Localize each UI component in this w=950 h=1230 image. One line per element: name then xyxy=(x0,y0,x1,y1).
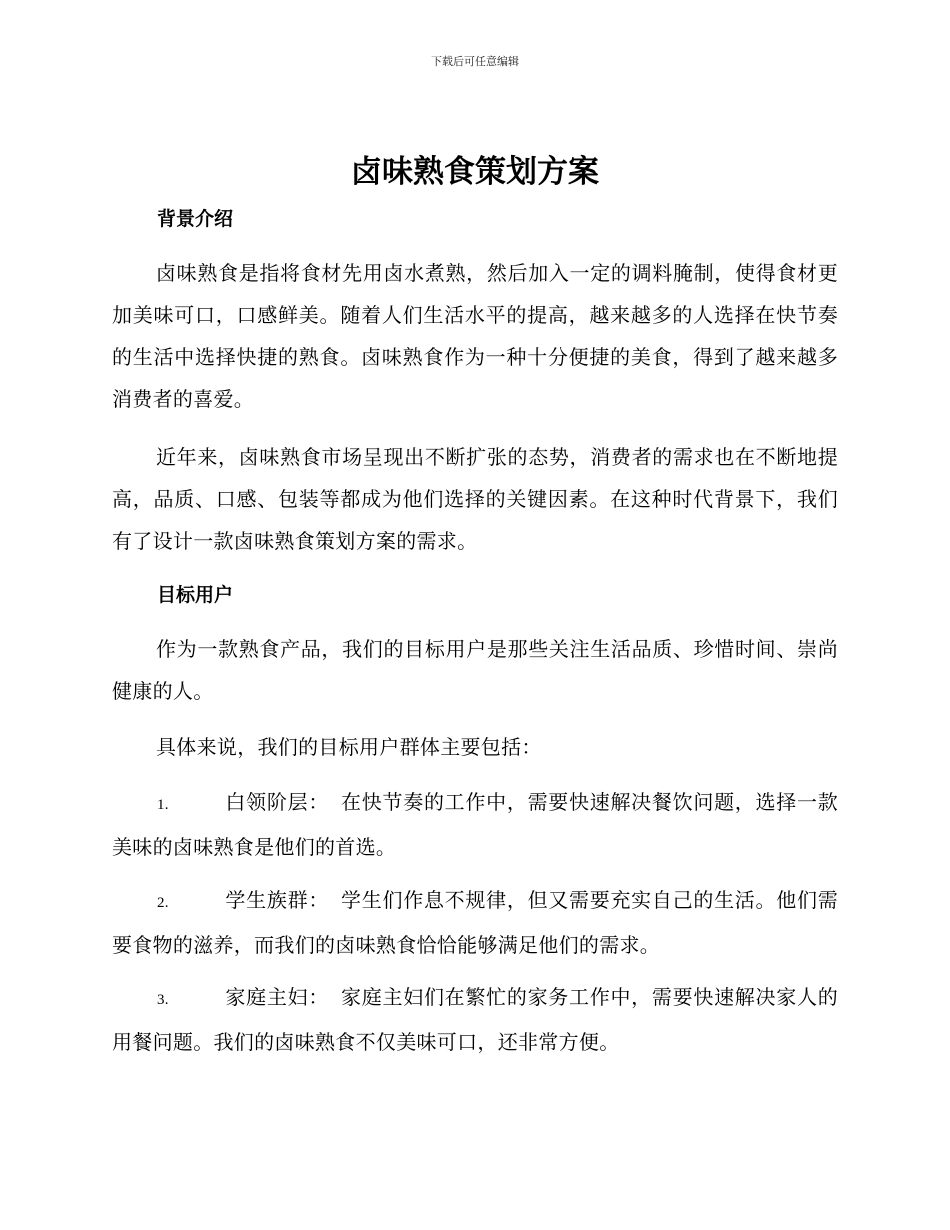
paragraph-background-1: 卤味熟食是指将食材先用卤水煮熟，然后加入一定的调料腌制，使得食材更加美味可口，口感鲜美。随着人们生活水平的提高，越来越多的人选择在快节奏的生活中选择快捷的熟食。卤味熟食作为一种十分便捷的美食，得到了越来越多消费者的喜爱。 xyxy=(112,261,838,411)
paragraph-background-2: 近年来，卤味熟食市场呈现出不断扩张的态势，消费者的需求也在不断地提高，品质、口感、包装等都成为他们选择的关键因素。在这种时代背景下，我们有了设计一款卤味熟食策划方案的需求。 xyxy=(112,445,838,553)
list-item-number: 1. xyxy=(157,797,169,813)
list-item-label: 家庭主妇： xyxy=(225,985,330,1009)
list-item xyxy=(112,781,838,868)
list-item-number: 2. xyxy=(157,895,169,911)
list-item xyxy=(112,879,838,966)
header-note: 下载后可任意编辑 xyxy=(431,55,519,68)
list-item xyxy=(112,976,838,1063)
list-item-text: 在快节奏的工作中，需要快速解决餐饮问题，选择一款美味的卤味熟食是他们的首选。 xyxy=(112,790,838,859)
list-item-text: 学生们作息不规律，但又需要充实自己的生活。他们需要食物的滋养，而我们的卤味熟食恰恰能够满足他们的需求。 xyxy=(112,888,838,957)
list-item-label: 白领阶层： xyxy=(225,790,330,814)
document-title: 卤味熟食策划方案 xyxy=(351,154,599,190)
list-item-label: 学生族群： xyxy=(225,888,330,912)
section-heading-background: 背景介绍 xyxy=(157,208,234,230)
paragraph-target-users-1: 作为一款熟食产品，我们的目标用户是那些关注生活品质、珍惜时间、崇尚健康的人。 xyxy=(112,637,838,703)
section-heading-target-users: 目标用户 xyxy=(157,584,234,606)
list-item-text: 家庭主妇们在繁忙的家务工作中，需要快速解决家人的用餐问题。我们的卤味熟食不仅美味可口，还非常方便。 xyxy=(112,985,838,1054)
list-item-number: 3. xyxy=(157,992,169,1008)
paragraph-target-users-2: 具体来说，我们的目标用户群体主要包括： xyxy=(156,735,542,759)
